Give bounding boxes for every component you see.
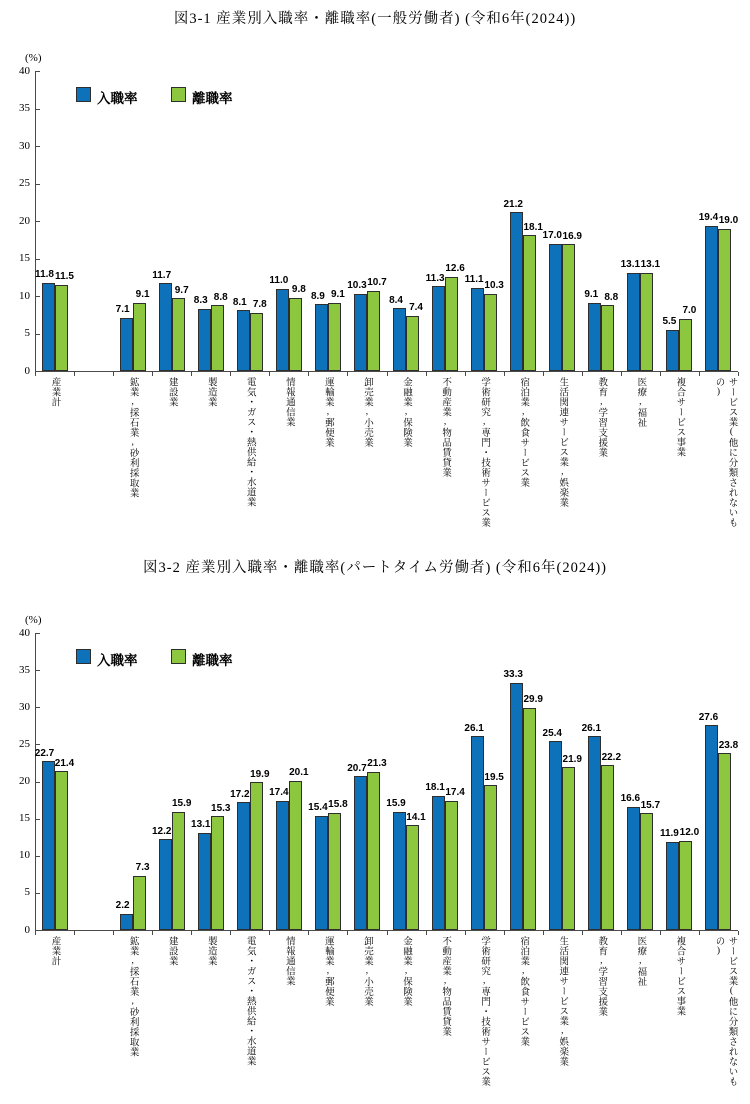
category-label: 建設業 — [166, 377, 177, 407]
bar-hire-rate — [588, 736, 601, 930]
bar-separation-rate — [406, 825, 419, 930]
x-axis-tick — [269, 931, 270, 935]
value-label: 22.2 — [601, 751, 622, 763]
x-axis-tick — [699, 931, 700, 935]
value-label: 29.9 — [523, 694, 543, 706]
category-label: 運輸業,郵便業 — [322, 936, 333, 1007]
legend-label: 離職率 — [192, 653, 233, 668]
value-label: 15.4 — [308, 802, 328, 814]
bar-hire-rate — [627, 807, 640, 930]
value-label: 22.7 — [34, 747, 55, 759]
bar-separation-rate — [523, 708, 536, 930]
bar-separation-rate — [406, 316, 419, 372]
category-label: 産業計 — [49, 377, 60, 407]
bar-separation-rate — [250, 313, 263, 372]
x-axis-tick — [387, 931, 388, 935]
value-label: 18.1 — [523, 221, 543, 233]
bar-hire-rate — [315, 816, 328, 930]
figure-3-2-title: 図3-2 産業別入職率・離職率(パートタイム労働者) (令和6年(2024)) — [142, 560, 607, 576]
bar-hire-rate — [393, 308, 406, 371]
value-label: 10.3 — [347, 280, 367, 292]
x-axis-tick — [152, 931, 153, 935]
value-label: 9.7 — [174, 284, 189, 296]
value-label: 9.1 — [135, 289, 150, 301]
y-axis-tick-label: 35 — [19, 102, 30, 114]
x-axis-tick — [308, 931, 309, 935]
bar-separation-rate — [289, 298, 302, 372]
category-label: 卸売業,小売業 — [361, 377, 372, 448]
bar-separation-rate — [562, 244, 575, 371]
category-label: 製造業 — [205, 377, 216, 407]
y-axis-tick-label: 25 — [19, 177, 30, 189]
y-axis-tick — [36, 856, 40, 857]
y-axis-tick-label: 35 — [19, 663, 30, 676]
value-label: 19.0 — [718, 215, 739, 226]
bar-hire-rate — [666, 330, 679, 371]
category-label: 宿泊業,飲食サービス業 — [518, 936, 529, 1047]
bar-separation-rate — [640, 813, 653, 930]
value-label: 5.5 — [662, 316, 677, 328]
value-label: 11.5 — [55, 271, 74, 283]
value-label: 8.9 — [310, 290, 325, 302]
value-label: 9.8 — [291, 284, 306, 295]
category-label: 生活関連サービス業,娯楽業 — [557, 377, 568, 508]
x-axis-tick — [465, 931, 466, 935]
x-axis-tick — [230, 931, 231, 935]
value-label: 9.1 — [330, 289, 345, 301]
figure-3-1-title: 図3-1 産業別入職率・離職率(一般労働者) (令和6年(2024)) — [173, 11, 577, 27]
legend-label: 離職率 — [192, 91, 233, 106]
category-label: 運輸業,郵便業 — [322, 377, 333, 448]
y-axis-tick — [36, 707, 40, 708]
value-label: 20.7 — [347, 762, 367, 774]
bar-separation-rate — [679, 841, 692, 930]
y-axis-tick-label: 30 — [19, 700, 30, 713]
bar-hire-rate — [549, 741, 562, 930]
legend-hire-swatch-icon — [76, 649, 91, 664]
category-label: 金融業,保険業 — [401, 377, 412, 448]
value-label: 10.3 — [484, 280, 504, 292]
bar-hire-rate — [120, 914, 133, 930]
y-axis-tick — [36, 670, 40, 671]
value-label: 19.5 — [484, 771, 504, 783]
category-label: 宿泊業,飲食サービス業 — [518, 377, 529, 488]
value-label: 23.8 — [718, 739, 739, 751]
bar-separation-rate — [211, 305, 224, 371]
value-label: 8.8 — [604, 291, 619, 303]
y-axis-tick-label: 10 — [19, 289, 30, 302]
bar-separation-rate — [640, 273, 653, 371]
bar-separation-rate — [172, 298, 185, 371]
bar-separation-rate — [679, 319, 692, 372]
value-label: 15.3 — [211, 802, 231, 814]
y-axis-tick-label: 15 — [19, 252, 30, 264]
value-label: 8.3 — [193, 295, 208, 307]
x-axis-tick — [191, 931, 192, 935]
y-axis-tick-label: 30 — [19, 139, 30, 152]
bar-hire-rate — [159, 283, 172, 371]
bar-separation-rate — [367, 291, 380, 371]
value-label: 21.9 — [562, 753, 582, 765]
value-label: 13.1 — [620, 259, 641, 271]
value-label: 7.3 — [135, 862, 150, 874]
value-label: 25.4 — [542, 727, 562, 739]
y-axis-tick-label: 25 — [19, 737, 30, 750]
category-label: 鉱業,採石業,砂利採取業 — [127, 377, 138, 498]
value-label: 17.2 — [230, 788, 250, 800]
x-axis-tick — [35, 931, 36, 935]
x-axis-tick — [621, 931, 622, 935]
bar-hire-rate — [42, 761, 55, 930]
value-label: 12.6 — [445, 263, 465, 274]
x-axis-tick — [347, 931, 348, 935]
category-label: 情報通信業 — [283, 377, 294, 427]
value-label: 15.7 — [640, 799, 661, 811]
x-axis-tick — [113, 931, 114, 935]
value-label: 10.7 — [367, 277, 387, 289]
x-axis-tick — [582, 931, 583, 935]
value-label: 9.1 — [584, 289, 599, 301]
value-label: 17.4 — [445, 787, 465, 799]
bar-separation-rate — [55, 285, 68, 371]
bar-hire-rate — [315, 304, 328, 371]
category-label: 医療,福祉 — [635, 377, 646, 428]
value-label: 13.1 — [640, 259, 661, 271]
bar-hire-rate — [705, 725, 718, 930]
bar-hire-rate — [432, 286, 445, 371]
y-axis-tick-label: 0 — [24, 364, 30, 377]
bar-hire-rate — [237, 310, 250, 371]
value-label: 15.8 — [328, 799, 348, 811]
bar-separation-rate — [484, 294, 497, 371]
y-axis-tick — [36, 819, 40, 820]
bar-hire-rate — [588, 303, 601, 371]
category-label: 不動産業,物品賃貸業 — [440, 936, 451, 1037]
legend-label: 入職率 — [97, 653, 138, 668]
category-label: 医療,福祉 — [635, 936, 646, 987]
bar-separation-rate — [328, 813, 341, 930]
category-label: 鉱業,採石業,砂利採取業 — [127, 936, 138, 1057]
bar-separation-rate — [484, 785, 497, 930]
bar-separation-rate — [172, 812, 185, 930]
x-axis-tick — [738, 931, 739, 935]
category-label: 複合サービス事業 — [674, 377, 685, 457]
value-label: 33.3 — [503, 669, 523, 681]
value-label: 21.3 — [367, 758, 387, 770]
category-label: 情報通信業 — [283, 936, 294, 986]
bar-separation-rate — [601, 765, 614, 930]
bar-separation-rate — [562, 767, 575, 930]
x-axis-tick — [504, 931, 505, 935]
bar-hire-rate — [276, 289, 289, 372]
y-axis-tick — [36, 893, 40, 894]
value-label: 12.2 — [151, 825, 172, 837]
value-label: 21.2 — [503, 198, 523, 210]
bar-separation-rate — [55, 771, 68, 930]
value-label: 8.1 — [232, 296, 247, 308]
bar-hire-rate — [549, 244, 562, 372]
value-label: 11.1 — [464, 274, 484, 286]
y-axis-tick-label: 20 — [19, 775, 30, 787]
legend-separation-swatch-icon — [171, 649, 186, 664]
category-label: 教育,学習支援業 — [596, 936, 607, 1017]
bar-separation-rate — [250, 782, 263, 930]
category-label: 不動産業,物品賃貸業 — [440, 377, 451, 478]
value-label: 21.4 — [54, 757, 75, 769]
value-label: 11.9 — [659, 828, 679, 840]
category-label: 卸売業,小売業 — [361, 936, 372, 1007]
value-label: 26.1 — [581, 722, 602, 734]
x-axis-tick — [660, 931, 661, 935]
bar-hire-rate — [666, 842, 679, 930]
bar-separation-rate — [601, 305, 614, 371]
value-label: 11.7 — [152, 269, 172, 281]
category-label: 教育,学習支援業 — [596, 377, 607, 458]
y-axis-tick-label: 5 — [24, 886, 30, 899]
bar-hire-rate — [354, 294, 367, 371]
bar-hire-rate — [237, 802, 250, 930]
y-axis-tick-label: 15 — [19, 812, 30, 825]
y-axis-tick — [36, 633, 40, 634]
value-label: 7.4 — [409, 302, 423, 313]
value-label: 8.8 — [213, 291, 228, 303]
value-label: 27.6 — [698, 711, 719, 723]
value-label: 14.1 — [406, 811, 426, 823]
bar-separation-rate — [367, 772, 380, 930]
value-label: 15.9 — [386, 798, 406, 810]
bar-hire-rate — [198, 309, 211, 371]
category-label: 産業計 — [49, 936, 60, 966]
y-axis-tick — [36, 782, 40, 783]
bar-separation-rate — [289, 781, 302, 930]
value-label: 11.8 — [35, 269, 54, 280]
category-label: 電気・ガス・熱供給・水道業 — [244, 936, 255, 1066]
bar-separation-rate — [445, 801, 458, 930]
bar-separation-rate — [328, 303, 341, 371]
value-label: 2.2 — [115, 900, 130, 912]
category-label: 学術研究,専門・技術サービス業 — [479, 936, 490, 1087]
category-label: 製造業 — [205, 936, 216, 966]
value-label: 7.1 — [115, 304, 130, 316]
bar-separation-rate — [718, 229, 731, 372]
bar-separation-rate — [211, 816, 224, 930]
category-label: 建設業 — [166, 936, 177, 966]
legend-label: 入職率 — [97, 91, 138, 106]
x-axis-tick — [74, 931, 75, 935]
y-axis-tick-label: 20 — [19, 214, 30, 227]
value-label: 20.1 — [289, 767, 309, 779]
bar-hire-rate — [705, 226, 718, 372]
y-axis-tick — [36, 930, 40, 931]
category-label: サービス業(他に分類されないもの) — [713, 377, 737, 528]
bar-hire-rate — [42, 283, 55, 372]
value-label: 7.0 — [682, 305, 697, 316]
value-label: 19.9 — [250, 768, 270, 780]
category-label: 金融業,保険業 — [401, 936, 412, 1007]
category-label: 複合サービス事業 — [674, 936, 685, 1016]
bar-hire-rate — [198, 833, 211, 930]
category-label: 学術研究,専門・技術サービス業 — [479, 377, 490, 528]
value-label: 11.3 — [425, 272, 445, 284]
bar-hire-rate — [471, 288, 484, 371]
bar-hire-rate — [510, 683, 523, 930]
bar-hire-rate — [393, 812, 406, 930]
value-label: 18.1 — [425, 782, 445, 794]
bar-hire-rate — [354, 776, 367, 930]
bar-hire-rate — [510, 212, 523, 371]
y-axis-unit-label: (%) — [25, 52, 42, 64]
value-label: 16.9 — [562, 230, 582, 242]
value-label: 15.9 — [171, 798, 192, 810]
value-label: 7.8 — [252, 299, 267, 310]
value-label: 17.4 — [269, 787, 289, 799]
value-label: 16.6 — [620, 793, 641, 805]
bar-separation-rate — [133, 303, 146, 371]
category-label: サービス業(他に分類されないもの) — [713, 936, 737, 1087]
value-label: 19.4 — [698, 212, 719, 223]
bar-hire-rate — [627, 273, 640, 371]
x-axis-tick — [543, 931, 544, 935]
category-label: 生活関連サービス業,娯楽業 — [557, 936, 568, 1067]
value-label: 13.1 — [191, 819, 211, 831]
bar-separation-rate — [523, 235, 536, 371]
x-axis-tick — [426, 931, 427, 935]
y-axis-unit-label: (%) — [25, 614, 42, 626]
y-axis-tick-label: 0 — [24, 923, 30, 936]
category-label: 電気・ガス・熱供給・水道業 — [244, 377, 255, 507]
y-axis-tick-label: 40 — [19, 626, 30, 639]
value-label: 8.4 — [389, 294, 403, 306]
value-label: 26.1 — [464, 722, 484, 734]
bar-separation-rate — [718, 753, 731, 930]
y-axis-tick — [36, 744, 40, 745]
bar-separation-rate — [133, 876, 146, 930]
y-axis-tick-label: 40 — [19, 64, 30, 77]
bar-hire-rate — [432, 796, 445, 930]
bar-hire-rate — [120, 318, 133, 371]
bar-hire-rate — [276, 801, 289, 930]
bar-hire-rate — [159, 839, 172, 930]
bar-hire-rate — [471, 736, 484, 930]
bar-separation-rate — [445, 277, 458, 372]
value-label: 12.0 — [679, 827, 700, 839]
y-axis-tick-label: 5 — [24, 327, 30, 339]
y-axis-tick-label: 10 — [19, 849, 30, 862]
value-label: 17.0 — [542, 230, 562, 241]
value-label: 11.0 — [269, 275, 289, 286]
